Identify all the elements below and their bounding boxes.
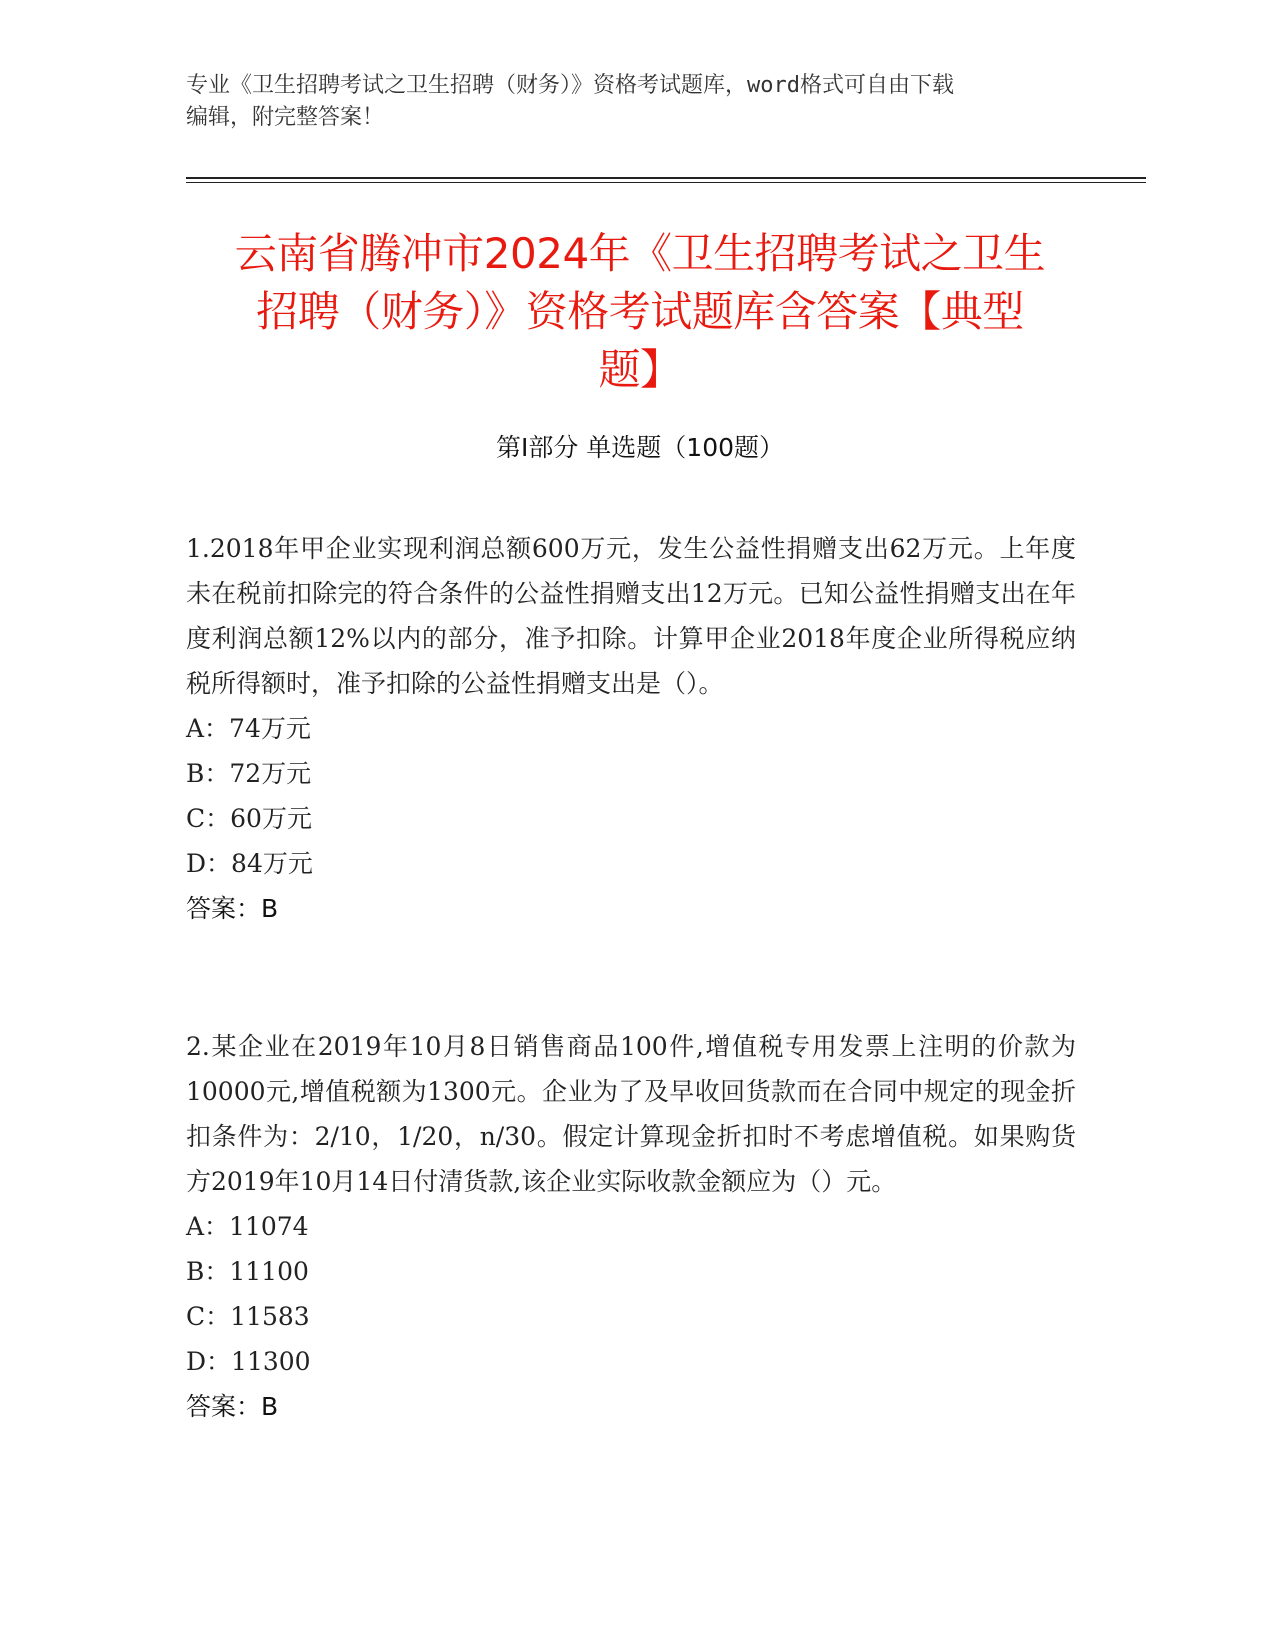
question-1-option-a: A：74万元 (186, 714, 311, 743)
document-title (180, 225, 1100, 399)
document-title-line-3: 题】 (598, 345, 682, 394)
question-2 (186, 1024, 1076, 1429)
document-title-line-1: 云南省腾冲市2024年《卫生招聘考试之卫生 (234, 229, 1046, 278)
question-2-option-c: C：11583 (186, 1302, 310, 1331)
section-heading: 第Ⅰ部分 单选题（100题） (495, 433, 785, 462)
question-1-option-b: B：72万元 (186, 759, 312, 788)
header-divider-thin (186, 182, 1146, 183)
header-note (186, 70, 1086, 134)
question-2-option-d: D：11300 (186, 1347, 311, 1376)
question-2-option-b: B：11100 (186, 1257, 309, 1286)
question-1-stem: 1.2018年甲企业实现利润总额600万元，发生公益性捐赠支出62万元。上年度未在税前扣除完的符合条件的公益性捐赠支出12万元。已知公益性捐赠支出在年度利润总额12%以内的部分，准予扣除。计算甲企业2018年度企业所得税应纳税所得额时，准予扣除的公益性捐赠支出是（）。 (186, 534, 1076, 698)
question-2-option-a: A：11074 (186, 1212, 309, 1241)
question-2-stem: 2.某企业在2019年10月8日销售商品100件,增值税专用发票上注明的价款为10000元,增值税额为1300元。企业为了及早收回货款而在合同中规定的现金折扣条件为：2/10，1/20，n/30。假定计算现金折扣时不考虑增值税。如果购货方2019年10月14日付清货款,该企业实际收款金额应为（）元。 (186, 1032, 1076, 1196)
question-1-option-c: C：60万元 (186, 804, 312, 833)
question-1 (186, 526, 1076, 931)
question-1-answer: 答案：B (186, 894, 279, 923)
header-note-line-1: 专业《卫生招聘考试之卫生招聘（财务）》资格考试题库，word格式可自由下载 (186, 73, 954, 98)
document-title-line-2: 招聘（财务）》资格考试题库含答案【典型 (256, 287, 1024, 336)
header-divider-thick (186, 177, 1146, 179)
question-1-option-d: D：84万元 (186, 849, 313, 878)
header-note-line-2: 编辑，附完整答案！ (186, 105, 385, 130)
question-2-answer: 答案：B (186, 1392, 279, 1421)
